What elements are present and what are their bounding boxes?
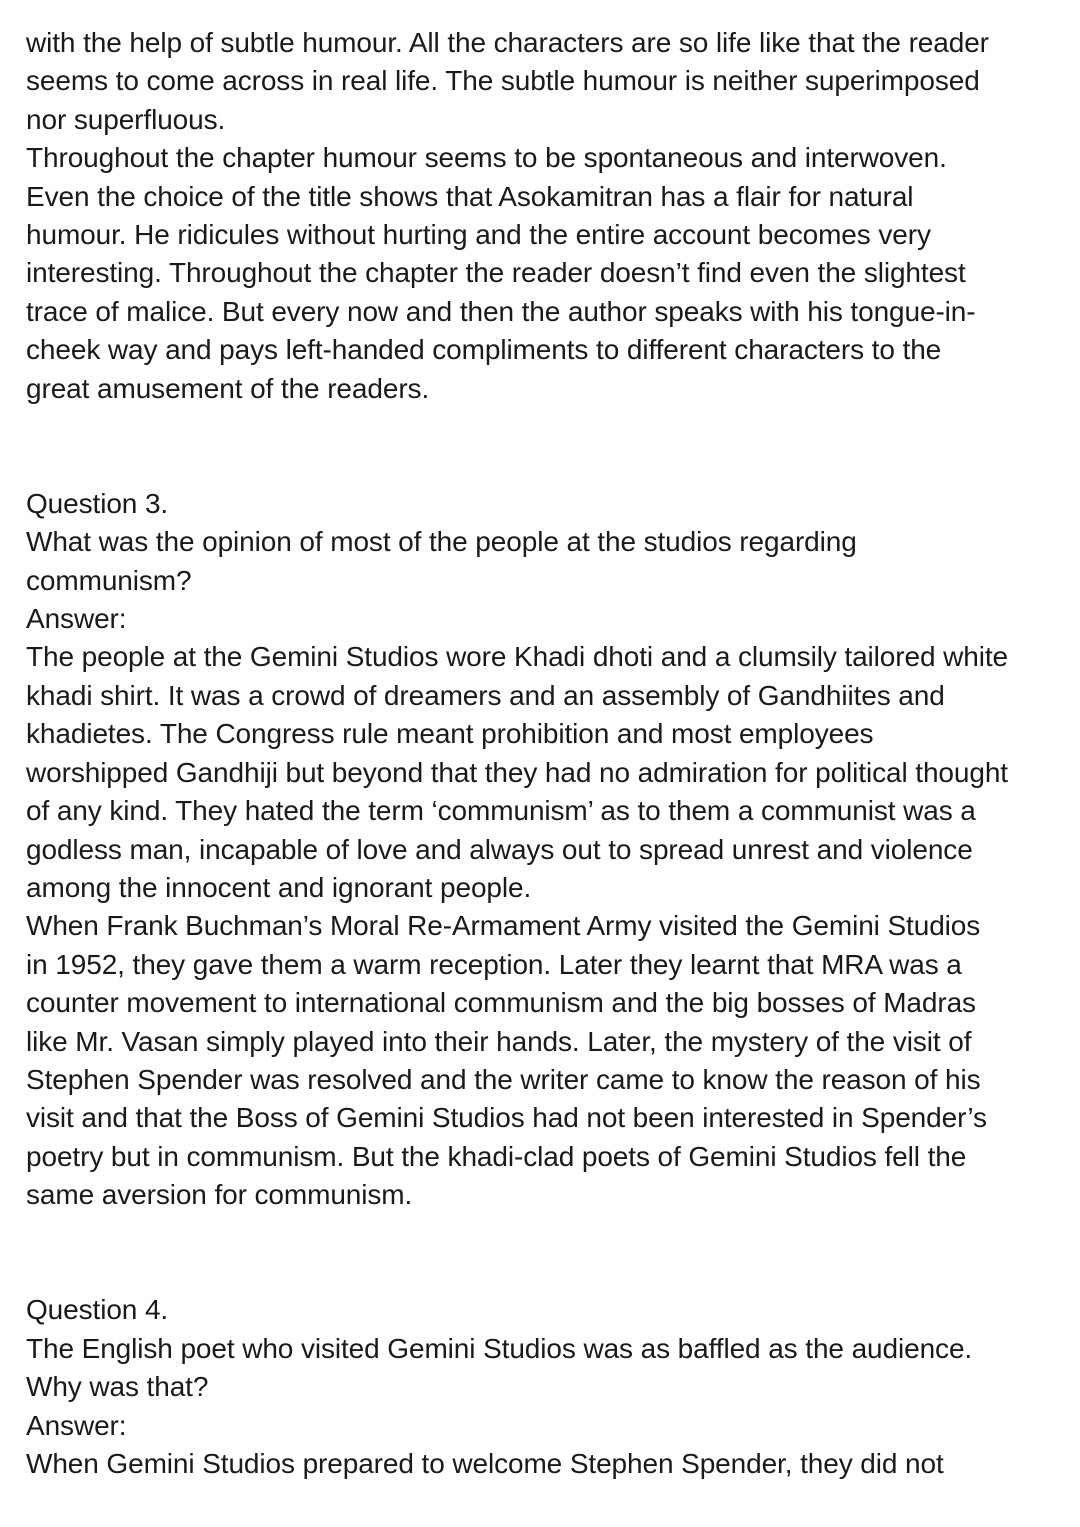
question-4-heading: Question 4. (26, 1294, 169, 1326)
question-3-heading: Question 3. (26, 487, 169, 519)
question-4-answer-label: Answer: (26, 1409, 127, 1441)
question-3-answer-paragraph-1: The people at the Gemini Studios wore Khadi dhoti and a clumsily tailored white khadi shirt. It was a crowd of dreamers and an assembly of Gandhiites and khadietes. The Congress rule meant prohibition and most employees worshipped Gandhiji but beyond that they had no admiration for political thought of any kind. They hated the term ‘communism’ as to them a communist was a godless man, incapable of love and always out to spread unrest and violence among the innocent and ignorant people. (26, 641, 1008, 903)
section-spacer (26, 1215, 1066, 1292)
question-3-answer-paragraph-2: When Frank Buchman’s Moral Re-Armament Army visited the Gemini Studios in 1952, they gave them a warm reception. Later they learnt that MRA was a counter movement to international communism and the big bosses of Madras like Mr. Vasan simply played into their hands. Later, the mystery of the visit of Stephen Spender was resolved and the writer came to know the reason of his visit and that the Boss of Gemini Studios had not been interested in Spender’s poetry but in communism. But the khadi-clad poets of Gemini Studios fell the same aversion for communism. (26, 910, 987, 1211)
question-3-text: What was the opinion of most of the people at the studios regarding communism? (26, 526, 857, 596)
document-page (26, 24, 1066, 1483)
question-3-answer-label: Answer: (26, 603, 127, 635)
question-4-answer-paragraph-1: When Gemini Studios prepared to welcome Stephen Spender, they did not (26, 1448, 944, 1479)
section-spacer (26, 408, 1066, 485)
question-4-text: The English poet who visited Gemini Studios was as baffled as the audience. Why was that? (26, 1332, 973, 1403)
intro-paragraph-1: with the help of subtle humour. All the characters are so life like that the reader seems to come across in real life. The subtle humour is neither superimposed nor superfluous. (26, 27, 989, 135)
intro-paragraph-2: Throughout the chapter humour seems to be spontaneous and interwoven. Even the choice of the title shows that Asokamitran has a flair for natural humour. He ridicules without hurting and the entire account becomes very interesting. Throughout the chapter the reader doesn’t find even the slightest trace of malice. But every now and then the author speaks with his tongue-in- cheek way and pays left-handed compliments to different characters to the great amusement of the readers. (26, 142, 976, 404)
